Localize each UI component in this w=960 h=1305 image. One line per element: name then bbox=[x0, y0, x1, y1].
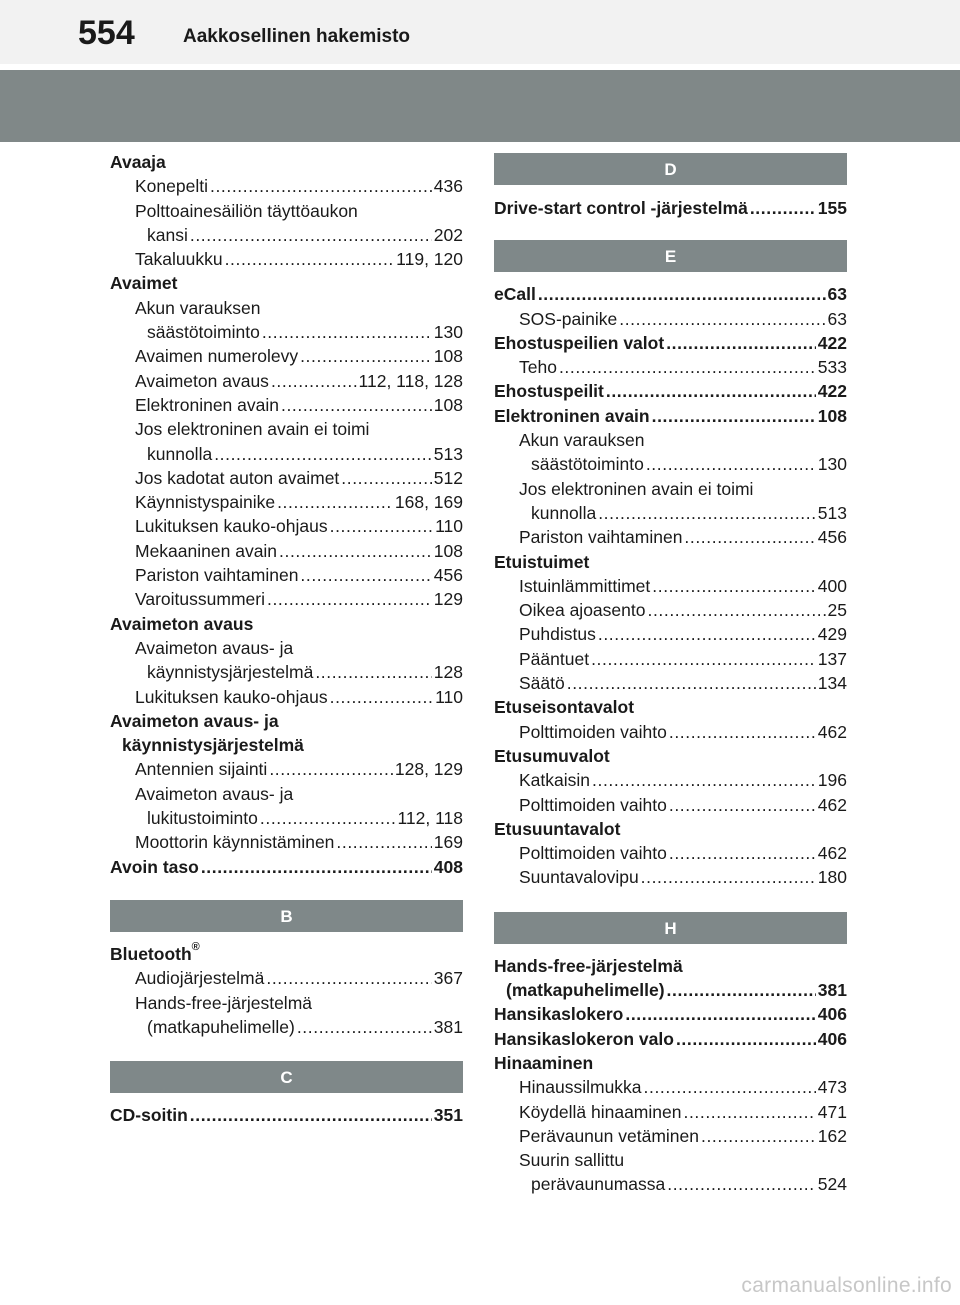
section-header-d: D bbox=[494, 153, 847, 185]
page-number: 554 bbox=[78, 14, 135, 52]
watermark: carmanualsonline.info bbox=[741, 1274, 952, 1297]
index-entry: Istuinlämmittimet ..... 400 bbox=[494, 574, 847, 598]
index-entry: Lukituksen kauko-ohjaus ..... 110 bbox=[110, 685, 463, 709]
index-heading: Etuseisontavalot bbox=[494, 697, 635, 718]
index-entry-line: Jos elektroninen avain ei toimi bbox=[519, 478, 754, 499]
index-heading-line: käynnistysjärjestelmä bbox=[122, 735, 304, 756]
index-heading: Bluetooth® bbox=[110, 940, 200, 964]
index-entry: Pääntuet ..... 137 bbox=[494, 647, 847, 671]
index-entry: Audiojärjestelmä ..... 367 bbox=[110, 966, 463, 990]
index-heading: Avaimeton avaus bbox=[110, 613, 254, 634]
index-entry-line: Jos elektroninen avain ei toimi bbox=[135, 419, 370, 440]
index-entry-bold: Elektroninen avain ..... 108 bbox=[494, 404, 847, 428]
index-entry-bold: CD-soitin ..... 351 bbox=[110, 1103, 463, 1127]
index-entry: Hinaussilmukka ..... 473 bbox=[494, 1075, 847, 1099]
index-heading: Avaaja bbox=[110, 152, 166, 172]
index-entry-bold: Ehostuspeilit ..... 422 bbox=[494, 379, 847, 403]
index-entry-bold: Avoin taso ..... 408 bbox=[110, 855, 463, 879]
index-entry: perävaunumassa ..... 524 bbox=[494, 1172, 847, 1196]
index-column-right bbox=[494, 153, 847, 1197]
index-entry-line: Suurin sallittu bbox=[519, 1150, 625, 1171]
index-entry: kansi ..... 202 bbox=[110, 223, 463, 247]
index-column-left bbox=[110, 150, 463, 1127]
index-entry: Polttimoiden vaihto ..... 462 bbox=[494, 841, 847, 865]
section-header-e: E bbox=[494, 240, 847, 272]
header-band bbox=[0, 70, 960, 142]
index-entry: Polttimoiden vaihto ..... 462 bbox=[494, 793, 847, 817]
index-entry: Lukituksen kauko-ohjaus ..... 110 bbox=[110, 514, 463, 538]
index-entry: Puhdistus ..... 429 bbox=[494, 622, 847, 646]
index-entry-bold: Ehostuspeilien valot ..... 422 bbox=[494, 331, 847, 355]
index-heading: Hinaaminen bbox=[494, 1052, 594, 1073]
index-entry-line: Avaimeton avaus- ja bbox=[135, 783, 294, 804]
index-entry: SOS-painike ..... 63 bbox=[494, 307, 847, 331]
index-entry: Takaluukku ..... 119, 120 bbox=[110, 247, 463, 271]
index-entry: Jos kadotat auton avaimet ..... 512 bbox=[110, 466, 463, 490]
index-heading: Hands-free-järjestelmä bbox=[494, 955, 683, 976]
index-heading: Etusuuntavalot bbox=[494, 818, 621, 839]
index-entry: Oikea ajoasento ..... 25 bbox=[494, 598, 847, 622]
index-entry: Pariston vaihtaminen ..... 456 bbox=[494, 525, 847, 549]
index-entry: Antennien sijainti ..... 128, 129 bbox=[110, 757, 463, 781]
page-title: Aakkosellinen hakemisto bbox=[183, 26, 411, 47]
index-entry-line: Akun varauksen bbox=[519, 430, 645, 451]
index-entry: Avaimen numerolevy ..... 108 bbox=[110, 344, 463, 368]
header-bar bbox=[0, 0, 960, 64]
index-entry-bold: Hansikaslokero ..... 406 bbox=[494, 1002, 847, 1026]
index-entry: Köydellä hinaaminen ..... 471 bbox=[494, 1100, 847, 1124]
index-entry-bold: Drive-start control -järjestelmä ..... 155 bbox=[494, 196, 847, 220]
section-header-b: B bbox=[110, 900, 463, 932]
index-entry-bold: (matkapuhelimelle) ..... 381 bbox=[494, 978, 847, 1002]
index-entry: Katkaisin ..... 196 bbox=[494, 768, 847, 792]
index-entry-line: Polttoainesäiliön täyttöaukon bbox=[135, 200, 358, 221]
index-entry: Konepelti ..... 436 bbox=[110, 174, 463, 198]
index-entry: kunnolla ..... 513 bbox=[110, 442, 463, 466]
index-heading: Etuistuimet bbox=[494, 551, 590, 572]
section-header-h: H bbox=[494, 912, 847, 944]
index-heading: Avaimet bbox=[110, 273, 178, 294]
index-entry: Teho ..... 533 bbox=[494, 355, 847, 379]
section-header-c: C bbox=[110, 1061, 463, 1093]
index-entry: käynnistysjärjestelmä ..... 128 bbox=[110, 660, 463, 684]
index-entry-line: Akun varauksen bbox=[135, 297, 261, 318]
index-entry: kunnolla ..... 513 bbox=[494, 501, 847, 525]
index-heading: Avaimeton avaus- ja bbox=[110, 710, 279, 731]
index-entry: Perävaunun vetäminen ..... 162 bbox=[494, 1124, 847, 1148]
index-entry-line: Hands-free-järjestelmä bbox=[135, 992, 313, 1013]
index-entry: Varoitussummeri ..... 129 bbox=[110, 587, 463, 611]
index-entry: Moottorin käynnistäminen ..... 169 bbox=[110, 830, 463, 854]
index-entry-line: Avaimeton avaus- ja bbox=[135, 637, 294, 658]
index-entry: Käynnistyspainike ..... 168, 169 bbox=[110, 490, 463, 514]
index-heading: Etusumuvalot bbox=[494, 745, 610, 766]
index-entry: säästötoiminto ..... 130 bbox=[494, 452, 847, 476]
index-entry: säästötoiminto ..... 130 bbox=[110, 320, 463, 344]
index-entry: Avaimeton avaus ..... 112, 118, 128 bbox=[110, 369, 463, 393]
index-entry: Suuntavalovipu ..... 180 bbox=[494, 865, 847, 889]
index-entry: (matkapuhelimelle) ..... 381 bbox=[110, 1015, 463, 1039]
index-entry: Mekaaninen avain ..... 108 bbox=[110, 539, 463, 563]
index-entry: Pariston vaihtaminen ..... 456 bbox=[110, 563, 463, 587]
index-entry-bold: Hansikaslokeron valo ..... 406 bbox=[494, 1027, 847, 1051]
index-entry-bold: eCall ..... 63 bbox=[494, 282, 847, 306]
index-entry: lukitustoiminto ..... 112, 118 bbox=[110, 806, 463, 830]
index-entry: Säätö ..... 134 bbox=[494, 671, 847, 695]
index-entry: Elektroninen avain ..... 108 bbox=[110, 393, 463, 417]
index-entry: Polttimoiden vaihto ..... 462 bbox=[494, 720, 847, 744]
